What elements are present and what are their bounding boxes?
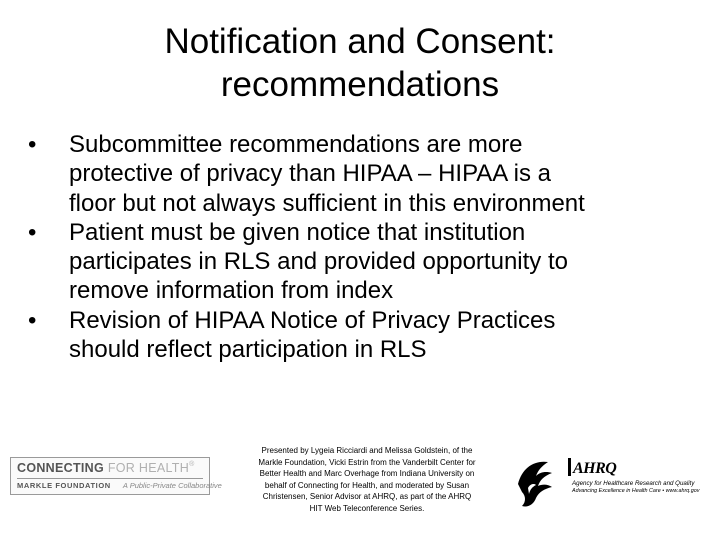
- slide-footer: [0, 440, 720, 540]
- presenter-credit: Presented by Lygeia Ricciardi and Melissa Goldstein, of the Markle Foundation, Vicki Estrin from the Vanderbilt Center for Better Health and Marc Overhage from Indiana University on behalf of Connecting for Health, and moderated by Susan Christensen, Senior Advisor at AHRQ, as part of the AHRQ HIT Web Teleconference Series.: [258, 446, 476, 513]
- bullet-text-line: remove information from index: [69, 277, 394, 305]
- bullet-item: [28, 306, 708, 365]
- cfh-logo-subline: MARKLE FOUNDATION A Public-Private Collaborative: [17, 481, 222, 490]
- connecting-for-health-logo: [10, 457, 222, 495]
- ahrq-logo: [568, 458, 713, 498]
- bullet-text-line: should reflect participation in RLS: [69, 336, 427, 364]
- bullet-text-line: participates in RLS and provided opportunity to: [69, 248, 568, 276]
- bullet-marker: •: [28, 218, 37, 246]
- cfh-logo-divider: [17, 478, 203, 479]
- title-line-1: Notification and Consent:: [164, 22, 556, 61]
- bullet-marker: •: [28, 306, 37, 334]
- ahrq-tagline: Advancing Excellence in Health Care • www.ahrq.gov: [572, 488, 700, 494]
- bullet-text-line: Revision of HIPAA Notice of Privacy Practices: [69, 306, 556, 334]
- bullet-item: [28, 130, 708, 218]
- bullet-text-line: floor but not always sufficient in this environment: [69, 189, 585, 217]
- ahrq-agency-name: Agency for Healthcare Research and Quality: [572, 480, 695, 487]
- cfh-logo-wordmark: CONNECTING FOR HEALTH®: [17, 461, 195, 475]
- slide-title: [0, 20, 720, 106]
- ahrq-wordmark: AHRQ: [568, 458, 616, 478]
- bullet-text-line: Patient must be given notice that institution: [69, 218, 526, 246]
- title-line-2: recommendations: [220, 65, 500, 104]
- bullet-text-line: protective of privacy than HIPAA – HIPAA is a: [69, 160, 552, 188]
- bullet-text-line: Subcommittee recommendations are more: [69, 131, 523, 158]
- hhs-eagle-icon: [512, 454, 562, 512]
- bullet-item: [28, 218, 708, 306]
- bullet-list: [28, 130, 708, 364]
- bullet-marker: •: [28, 131, 37, 158]
